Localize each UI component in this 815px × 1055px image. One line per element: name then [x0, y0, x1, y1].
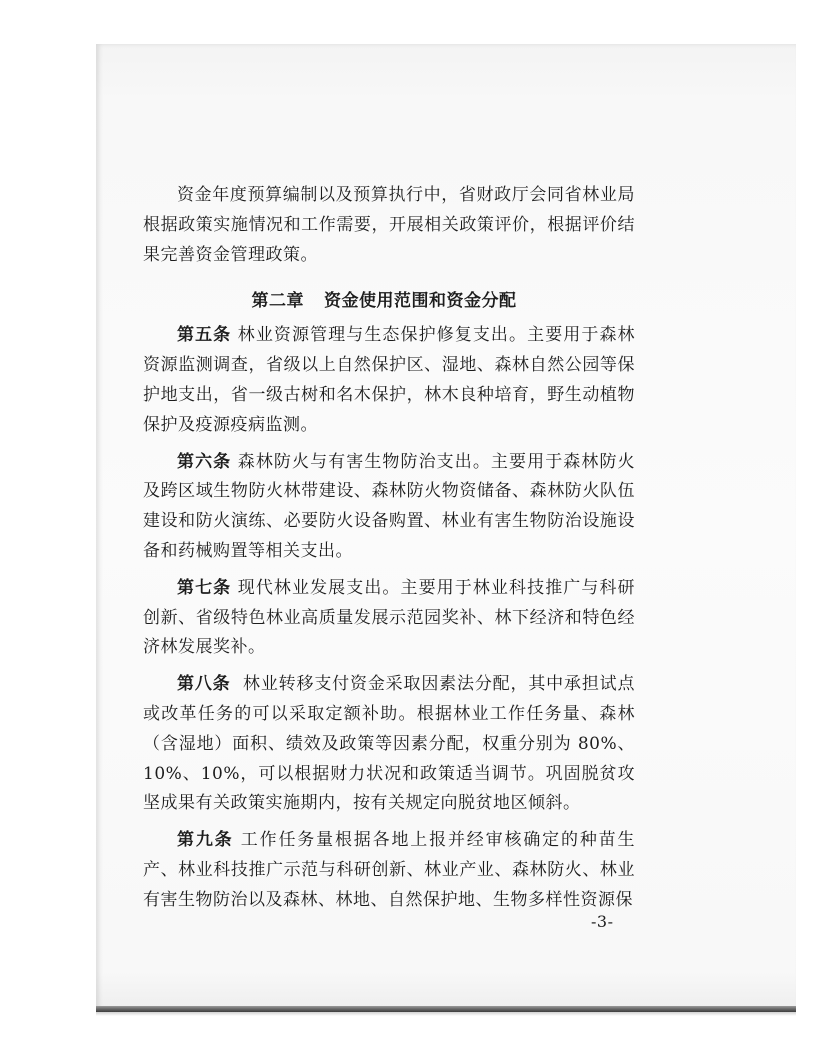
chapter-heading	[143, 287, 635, 315]
article-8-number: 第八条	[177, 674, 231, 695]
page-number: -3-	[591, 912, 614, 931]
article-7-number: 第七条	[177, 577, 232, 598]
article-9-text: 工作任务量根据各地上报并经审核确定的种苗生产、林业科技推广示范与科研创新、林业产业、森林防火、林业有害生物防治以及森林、林地、自然保护地、生物多样性资源保	[143, 830, 636, 910]
article-5-number: 第五条	[177, 325, 232, 346]
article-5-text: 林业资源管理与生态保护修复支出。主要用于森林资源监测调查，省级以上自然保护区、湿地、森林自然公园等保护地支出，省一级古树和名木保护，林木良种培育，野生动植物保护及疫源疫病监测。	[143, 325, 636, 435]
article-6-number: 第六条	[177, 451, 232, 472]
chapter-title: 资金使用范围和资金分配	[324, 291, 517, 312]
intro-paragraph	[143, 181, 635, 270]
article-6-text: 森林防火与有害生物防治支出。主要用于森林防火及跨区域生物防火林带建设、森林防火物资储备、森林防火队伍建设和防火演练、必要防火设备购置、林业有害生物防治设施设备和药械购置等相关支出。	[143, 451, 636, 561]
article-6	[143, 448, 635, 567]
page-bottom-shadow	[96, 1012, 796, 1016]
document-body	[143, 181, 635, 916]
article-5	[143, 321, 635, 440]
article-7	[143, 574, 635, 663]
article-8	[143, 670, 635, 819]
intro-paragraph-text: 资金年度预算编制以及预算执行中，省财政厅会同省林业局根据政策实施情况和工作需要，开展相关政策评价，根据评价结果完善资金管理政策。	[143, 185, 635, 265]
article-7-text: 现代林业发展支出。主要用于林业科技推广与科研创新、省级特色林业高质量发展示范园奖补、林下经济和特色经济林发展奖补。	[143, 577, 636, 658]
article-8-text: 林业转移支付资金采取因素法分配，其中承担试点或改革任务的可以采取定额补助。根据林业工作任务量、森林（含湿地）面积、绩效及政策等因素分配，权重分别为 80%、10%、10%，可以根据财力状况和政策适当调节。巩固脱贫攻坚成果有关政策实施期内，按有关规定向脱贫地区倾斜。	[143, 674, 636, 814]
article-9-number: 第九条	[177, 830, 234, 851]
article-9	[143, 826, 635, 915]
chapter-number: 第二章	[251, 291, 304, 312]
